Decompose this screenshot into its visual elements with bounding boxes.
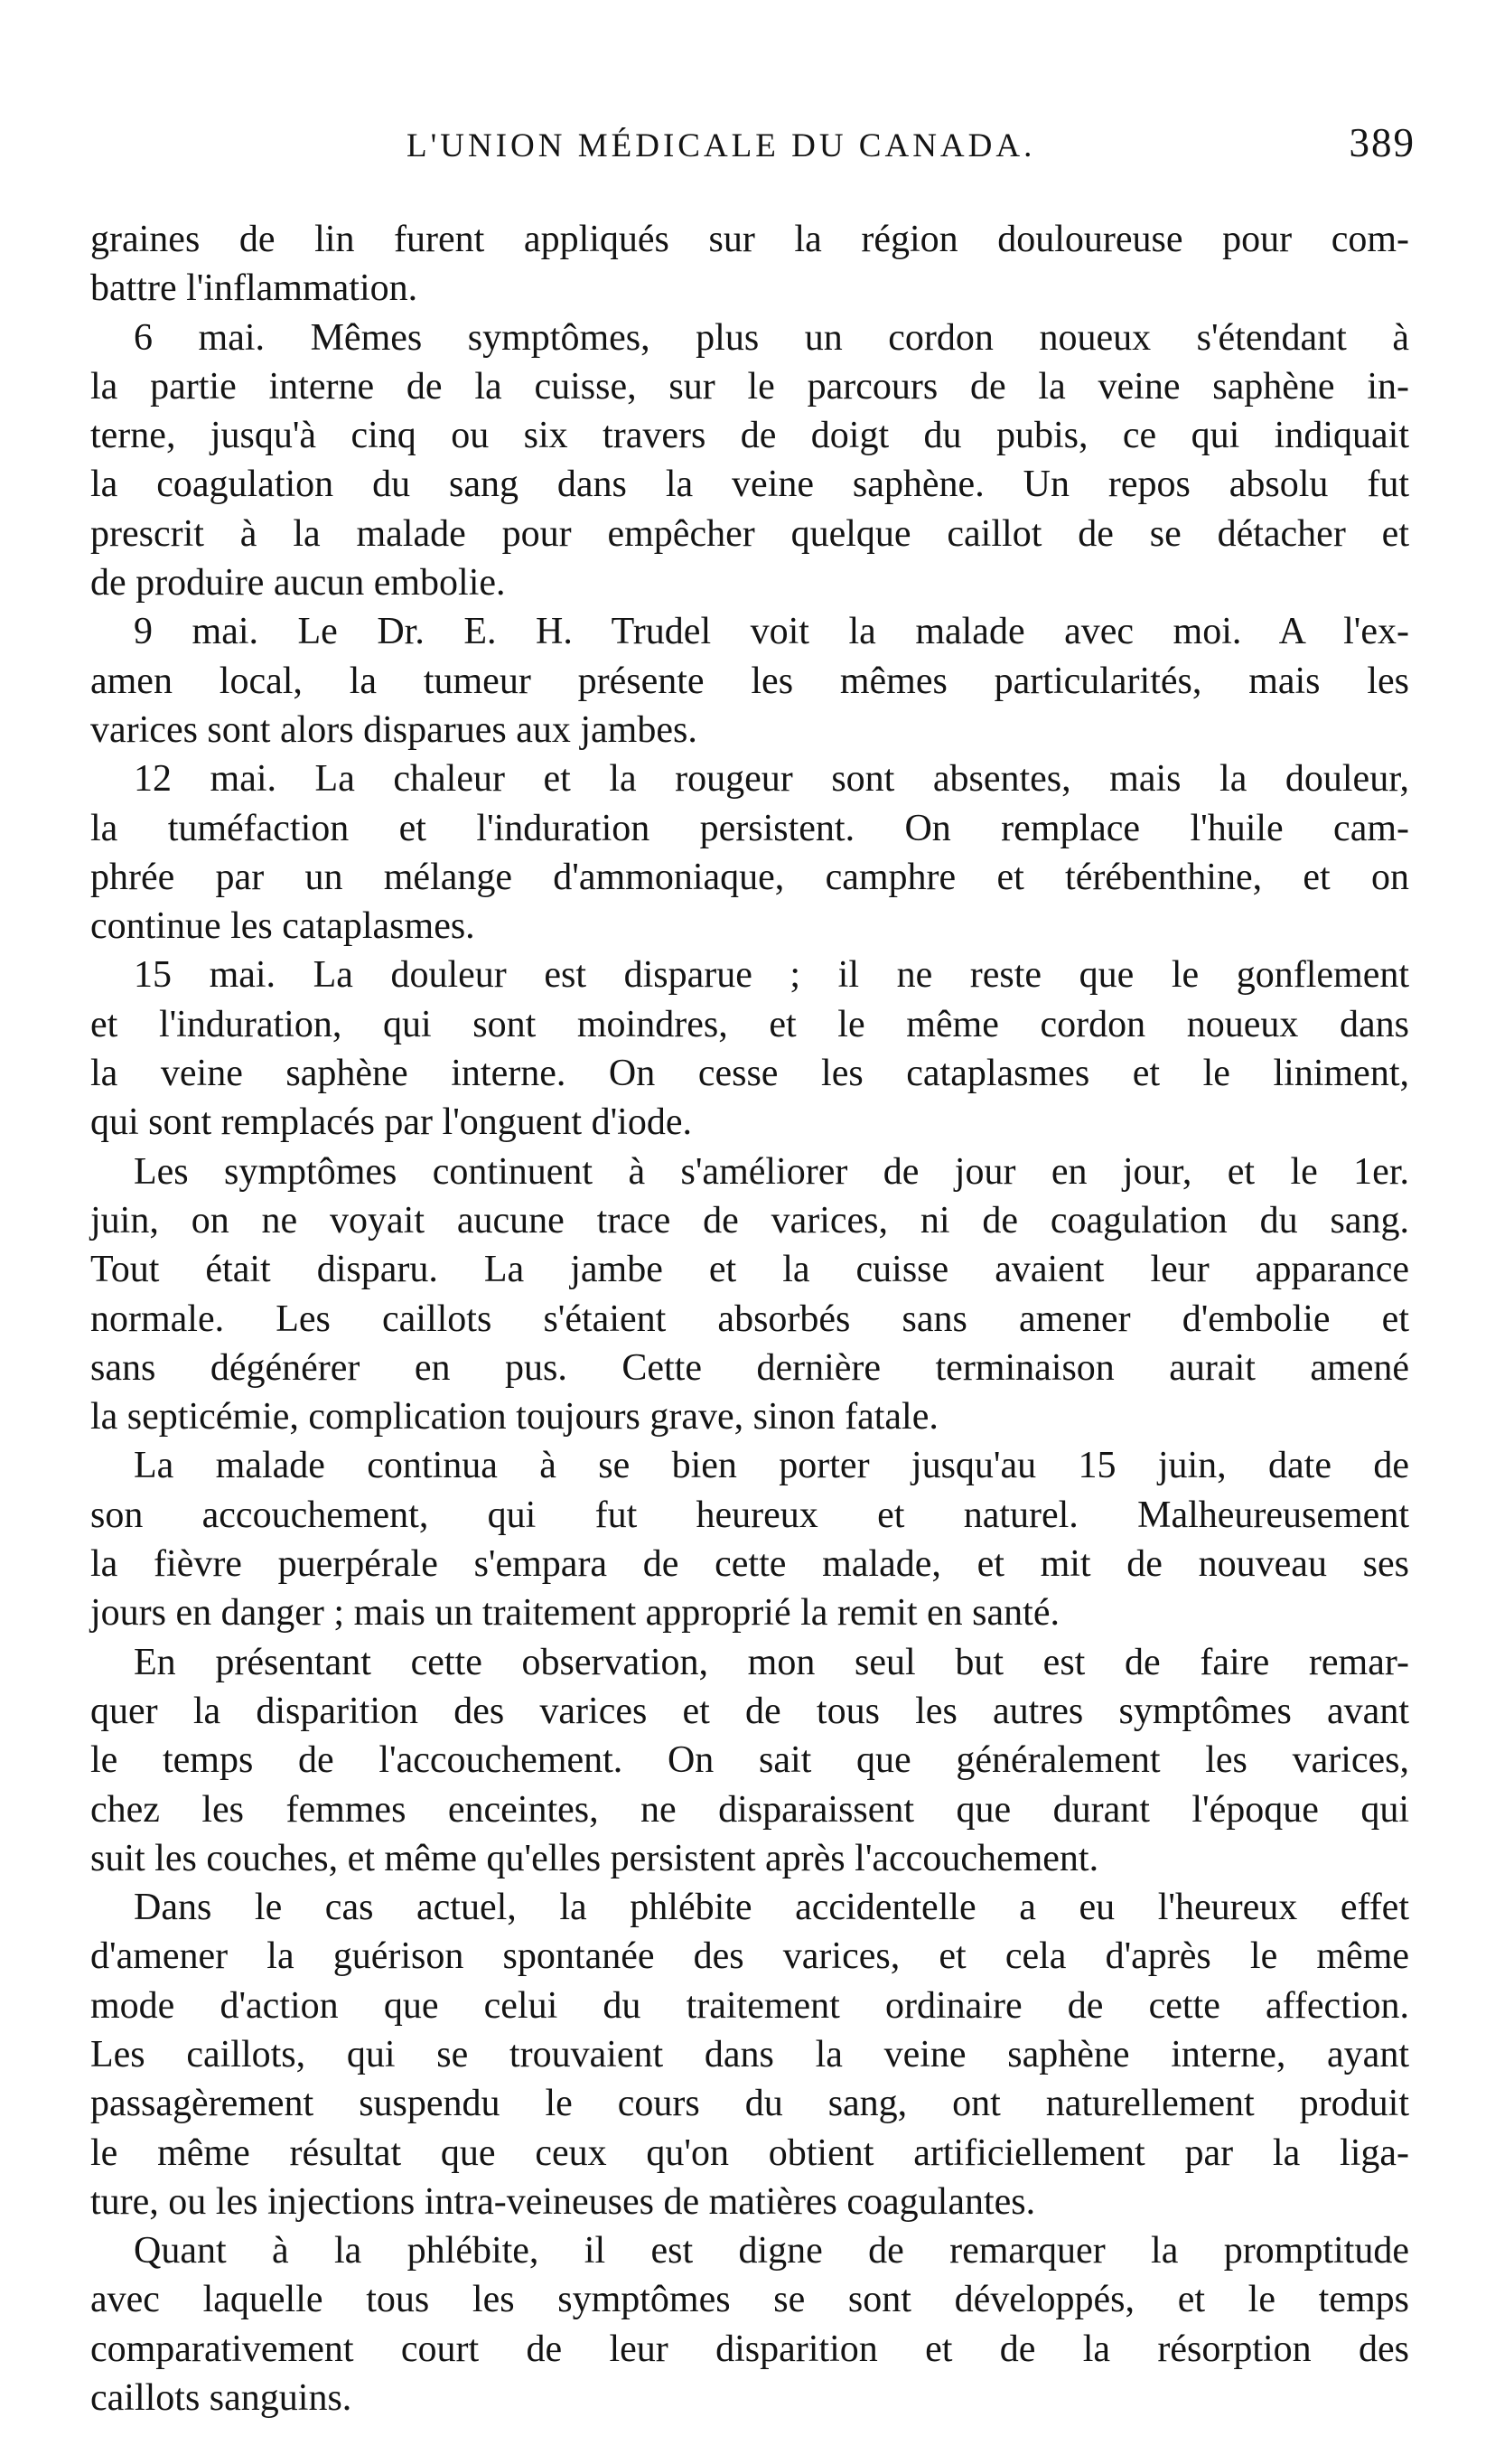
- text-line: comparativement court de leur disparition et de la résorption des: [90, 2328, 1409, 2370]
- text-line: et l'induration, qui sont moindres, et le même cordon noueux dans: [90, 1003, 1409, 1045]
- text-line: son accouchement, qui fut heureux et naturel. Malheureusement: [90, 1494, 1409, 1536]
- page-number: 389: [1349, 120, 1416, 165]
- article-body: [90, 215, 1409, 2422]
- text-line: graines de lin furent appliqués sur la région douloureuse pour com-: [90, 219, 1409, 260]
- text-line: caillots sanguins.: [90, 2377, 352, 2420]
- text-line: jours en danger ; mais un traitement approprié la remit en santé.: [90, 1592, 1060, 1635]
- text-line: chez les femmes enceintes, ne disparaissent que durant l'époque qui: [90, 1788, 1409, 1831]
- text-line: 15 mai. La douleur est disparue ; il ne reste que le gonflement: [134, 954, 1409, 997]
- text-line: le temps de l'accouchement. On sait que généralement les varices,: [90, 1739, 1409, 1782]
- text-line: Les caillots, qui se trouvaient dans la veine saphène interne, ayant: [90, 2033, 1409, 2075]
- text-line: la septicémie, complication toujours grave, sinon fatale.: [90, 1396, 939, 1438]
- text-line: amen local, la tumeur présente les mêmes particularités, mais les: [90, 660, 1409, 702]
- text-line: En présentant cette observation, mon seul but est de faire remar-: [134, 1641, 1409, 1683]
- text-line: terne, jusqu'à cinq ou six travers de doigt du pubis, ce qui indiquait: [90, 415, 1409, 457]
- text-line: mode d'action que celui du traitement ordinaire de cette affection.: [90, 1984, 1409, 2027]
- text-line: la partie interne de la cuisse, sur le parcours de la veine saphène in-: [90, 365, 1409, 408]
- text-line: battre l'inflammation.: [90, 267, 418, 310]
- text-line: la veine saphène interne. On cesse les cataplasmes et le liniment,: [90, 1053, 1409, 1095]
- text-line: sans dégénérer en pus. Cette dernière terminaison aurait amené: [90, 1346, 1409, 1389]
- text-line: continue les cataplasmes.: [90, 905, 475, 948]
- text-line: d'amener la guérison spontanée des varices, et cela d'après le même: [90, 1935, 1409, 1978]
- text-line: ture, ou les injections intra-veineuses de matières coagulantes.: [90, 2180, 1036, 2223]
- text-line: quer la disparition des varices et de tous les autres symptômes avant: [90, 1690, 1409, 1732]
- text-line: 9 mai. Le Dr. E. H. Trudel voit la malade avec moi. A l'ex-: [134, 611, 1409, 653]
- text-line: La malade continua à se bien porter jusqu'au 15 juin, date de: [134, 1445, 1409, 1487]
- text-line: qui sont remplacés par l'onguent d'iode.: [90, 1101, 692, 1144]
- text-line: Dans le cas actuel, la phlébite accidentelle a eu l'heureux effet: [134, 1887, 1409, 1929]
- text-line: Quant à la phlébite, il est digne de remarquer la promptitude: [134, 2230, 1409, 2272]
- text-line: suit les couches, et même qu'elles persistent après l'accouchement.: [90, 1837, 1099, 1879]
- text-line: la coagulation du sang dans la veine saphène. Un repos absolu fut: [90, 464, 1409, 506]
- text-line: avec laquelle tous les symptômes se sont développés, et le temps: [90, 2279, 1409, 2321]
- running-title: L'UNION MÉDICALE DU CANADA.: [406, 127, 1036, 164]
- text-line: le même résultat que ceux qu'on obtient artificiellement par la liga-: [90, 2131, 1409, 2174]
- text-line: prescrit à la malade pour empêcher quelque caillot de se détacher et: [90, 512, 1409, 555]
- text-line: passagèrement suspendu le cours du sang, ont naturellement produit: [90, 2083, 1409, 2125]
- text-line: de produire aucun embolie.: [90, 562, 506, 604]
- text-line: varices sont alors disparues aux jambes.: [90, 708, 697, 751]
- text-line: juin, on ne voyait aucune trace de varices, ni de coagulation du sang.: [90, 1199, 1409, 1241]
- text-line: 12 mai. La chaleur et la rougeur sont absentes, mais la douleur,: [134, 758, 1409, 801]
- text-line: 6 mai. Mêmes symptômes, plus un cordon noueux s'étendant à: [134, 316, 1409, 359]
- text-line: normale. Les caillots s'étaient absorbés sans amener d'embolie et: [90, 1298, 1409, 1340]
- text-line: Tout était disparu. La jambe et la cuisse avaient leur apparance: [90, 1249, 1409, 1291]
- text-line: la fièvre puerpérale s'empara de cette malade, et mit de nouveau ses: [90, 1543, 1409, 1586]
- text-line: la tuméfaction et l'induration persistent. On remplace l'huile cam-: [90, 807, 1409, 849]
- text-line: phrée par un mélange d'ammoniaque, camphre et térébenthine, et on: [90, 856, 1409, 898]
- text-line: Les symptômes continuent à s'améliorer de jour en jour, et le 1er.: [134, 1150, 1409, 1193]
